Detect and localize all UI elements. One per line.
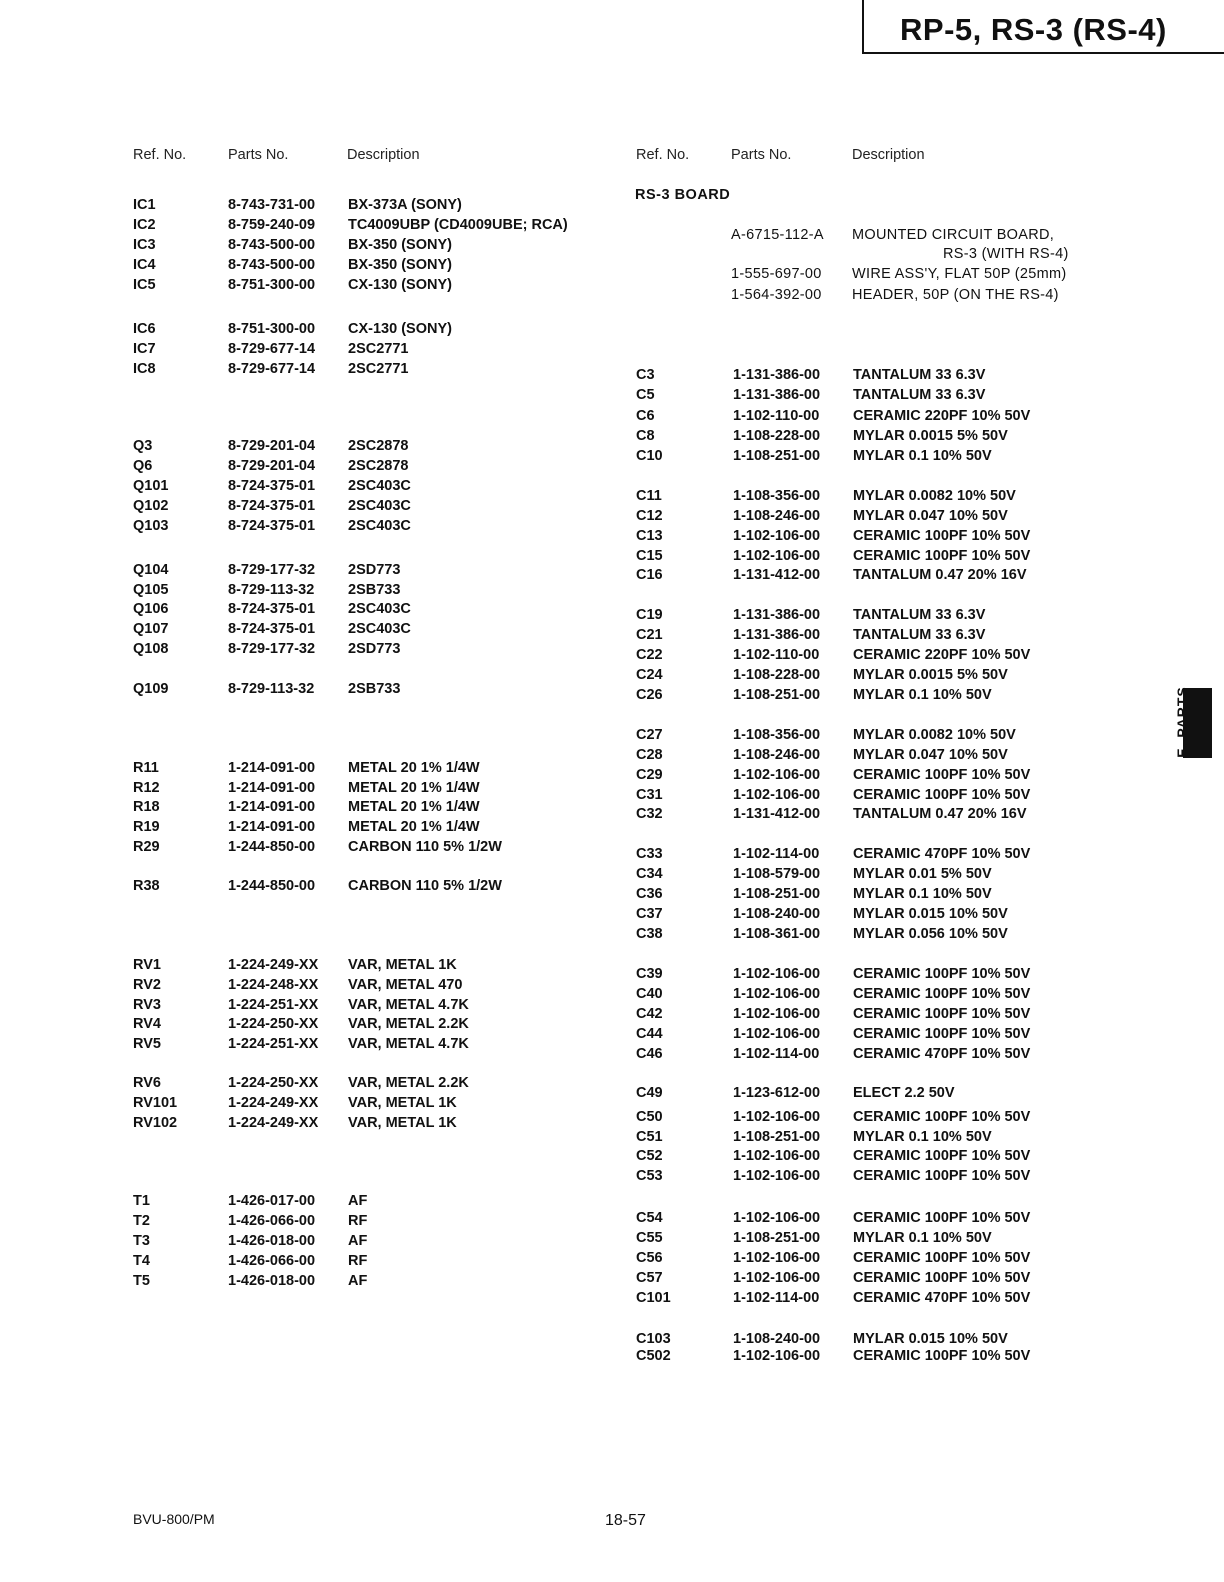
cell-ref: C15 (636, 548, 663, 564)
cell-desc: CARBON 110 5% 1/2W (348, 878, 502, 894)
cell-ref: IC5 (133, 277, 156, 293)
cell-ref: C29 (636, 767, 663, 783)
cell-part: 8-724-375-01 (228, 498, 316, 514)
cell-part: 1-224-250-XX (228, 1016, 319, 1032)
cell-part: 1-108-228-00 (733, 667, 821, 683)
cell-desc: AF (348, 1273, 368, 1289)
cell-part: 1-131-412-00 (733, 806, 821, 822)
cell-desc: VAR, METAL 470 (348, 977, 463, 993)
cell-desc: MYLAR 0.015 10% 50V (853, 1331, 1008, 1347)
cell-part: 1-102-106-00 (733, 1348, 821, 1364)
cell-desc: WIRE ASS'Y, FLAT 50P (25mm) (852, 266, 1067, 282)
cell-ref: C19 (636, 607, 663, 623)
cell-ref: C12 (636, 508, 663, 524)
right-header-part: Parts No. (731, 147, 792, 163)
cell-desc: 2SB733 (348, 582, 401, 598)
cell-ref: Q3 (133, 438, 153, 454)
cell-desc: 2SC403C (348, 498, 411, 514)
cell-desc: CARBON 110 5% 1/2W (348, 839, 502, 855)
cell-part: 1-564-392-00 (731, 287, 822, 303)
cell-desc: METAL 20 1% 1/4W (348, 799, 480, 815)
cell-desc: TANTALUM 33 6.3V (853, 627, 986, 643)
footer-page-number: 18-57 (605, 1512, 646, 1529)
cell-ref: C101 (636, 1290, 671, 1306)
cell-ref: Q6 (133, 458, 153, 474)
cell-part: 1-244-850-00 (228, 839, 316, 855)
cell-desc: MYLAR 0.1 10% 50V (853, 687, 992, 703)
cell-part: 1-214-091-00 (228, 799, 316, 815)
cell-part: 8-751-300-00 (228, 321, 316, 337)
cell-ref: RV1 (133, 957, 161, 973)
cell-part: 1-426-018-00 (228, 1273, 316, 1289)
cell-desc: TANTALUM 33 6.3V (853, 387, 986, 403)
cell-desc: CERAMIC 220PF 10% 50V (853, 647, 1031, 663)
cell-part: 8-751-300-00 (228, 277, 316, 293)
cell-desc: CERAMIC 100PF 10% 50V (853, 1250, 1031, 1266)
cell-desc: MYLAR 0.056 10% 50V (853, 926, 1008, 942)
cell-ref: IC3 (133, 237, 156, 253)
cell-ref: RV2 (133, 977, 161, 993)
cell-part: 1-555-697-00 (731, 266, 822, 282)
cell-desc: 2SC403C (348, 518, 411, 534)
rs3-board-section-title: RS-3 BOARD (635, 187, 731, 203)
cell-part: 1-108-356-00 (733, 488, 821, 504)
cell-ref: C38 (636, 926, 663, 942)
left-header-ref: Ref. No. (133, 147, 187, 163)
cell-desc: CERAMIC 100PF 10% 50V (853, 1026, 1031, 1042)
cell-part: 1-108-579-00 (733, 866, 821, 882)
cell-ref: C10 (636, 448, 663, 464)
cell-part: 1-102-106-00 (733, 1026, 821, 1042)
cell-part: 1-102-114-00 (733, 846, 820, 862)
cell-desc: 2SC403C (348, 478, 411, 494)
cell-desc: CERAMIC 100PF 10% 50V (853, 1109, 1031, 1125)
cell-desc: 2SC2771 (348, 341, 409, 357)
cell-desc: MYLAR 0.0015 5% 50V (853, 667, 1008, 683)
cell-part: 1-224-251-XX (228, 997, 319, 1013)
cell-desc: MYLAR 0.0082 10% 50V (853, 727, 1016, 743)
cell-ref: IC7 (133, 341, 156, 357)
cell-ref: C36 (636, 886, 663, 902)
cell-desc: VAR, METAL 1K (348, 1095, 457, 1111)
cell-desc: TC4009UBP (CD4009UBE; RCA) (348, 217, 568, 233)
cell-part: 1-108-240-00 (733, 906, 821, 922)
cell-ref: Q107 (133, 621, 169, 637)
cell-desc: VAR, METAL 2.2K (348, 1016, 469, 1032)
cell-ref: Q101 (133, 478, 169, 494)
cell-desc: CX-130 (SONY) (348, 321, 452, 337)
cell-part: 1-108-246-00 (733, 747, 821, 763)
cell-part: 8-729-677-14 (228, 341, 316, 357)
cell-part: 8-729-113-32 (228, 681, 315, 697)
cell-part: 8-724-375-01 (228, 601, 316, 617)
cell-desc: CERAMIC 100PF 10% 50V (853, 1348, 1031, 1364)
cell-desc: ELECT 2.2 50V (853, 1085, 955, 1101)
cell-part: 1-214-091-00 (228, 760, 316, 776)
left-header-desc: Description (347, 147, 420, 163)
cell-desc: HEADER, 50P (ON THE RS-4) (852, 287, 1059, 303)
cell-part: 1-102-110-00 (733, 408, 820, 424)
cell-ref: RV102 (133, 1115, 178, 1131)
cell-desc: CX-130 (SONY) (348, 277, 452, 293)
cell-ref: C27 (636, 727, 663, 743)
cell-ref: C34 (636, 866, 663, 882)
cell-desc: CERAMIC 100PF 10% 50V (853, 966, 1031, 982)
cell-part: 1-102-114-00 (733, 1046, 820, 1062)
cell-ref: RV3 (133, 997, 161, 1013)
left-header-part: Parts No. (228, 147, 289, 163)
cell-part: 1-108-251-00 (733, 1230, 821, 1246)
cell-part: 8-759-240-09 (228, 217, 316, 233)
right-header-desc: Description (852, 147, 925, 163)
cell-ref: C51 (636, 1129, 663, 1145)
cell-part: 1-224-249-XX (228, 1095, 319, 1111)
cell-ref: C6 (636, 408, 655, 424)
cell-desc: MOUNTED CIRCUIT BOARD, (852, 227, 1055, 243)
cell-ref: Q109 (133, 681, 169, 697)
cell-part: 1-108-356-00 (733, 727, 821, 743)
cell-desc: VAR, METAL 1K (348, 1115, 457, 1131)
cell-part: 1-108-251-00 (733, 886, 821, 902)
cell-desc: MYLAR 0.0015 5% 50V (853, 428, 1008, 444)
cell-part: 1-108-251-00 (733, 687, 821, 703)
cell-ref: IC2 (133, 217, 156, 233)
cell-ref: C44 (636, 1026, 663, 1042)
cell-ref: Q105 (133, 582, 169, 598)
cell-part: 1-102-106-00 (733, 1270, 821, 1286)
cell-desc: VAR, METAL 2.2K (348, 1075, 469, 1091)
cell-part: 1-108-251-00 (733, 1129, 821, 1145)
cell-desc: 2SC2878 (348, 438, 409, 454)
cell-desc: TANTALUM 33 6.3V (853, 607, 986, 623)
cell-desc: AF (348, 1193, 368, 1209)
cell-desc: MYLAR 0.1 10% 50V (853, 886, 992, 902)
cell-ref: C37 (636, 906, 663, 922)
footer-model: BVU-800/PM (133, 1511, 215, 1527)
cell-desc: 2SC2771 (348, 361, 409, 377)
cell-ref: RV4 (133, 1016, 161, 1032)
cell-desc: 2SC403C (348, 621, 411, 637)
right-header-ref: Ref. No. (636, 147, 690, 163)
cell-part: 1-108-251-00 (733, 448, 821, 464)
cell-desc: CERAMIC 220PF 10% 50V (853, 408, 1031, 424)
cell-ref: C103 (636, 1331, 671, 1347)
cell-ref: C50 (636, 1109, 663, 1125)
cell-ref: C11 (636, 488, 662, 504)
cell-desc: CERAMIC 100PF 10% 50V (853, 548, 1031, 564)
cell-desc: BX-350 (SONY) (348, 237, 452, 253)
cell-part: 8-743-731-00 (228, 197, 316, 213)
cell-ref: C28 (636, 747, 663, 763)
cell-part: 1-244-850-00 (228, 878, 316, 894)
cell-part: 1-131-386-00 (733, 607, 821, 623)
cell-part: 8-724-375-01 (228, 518, 316, 534)
cell-part: 8-724-375-01 (228, 621, 316, 637)
cell-part: 1-131-412-00 (733, 567, 821, 583)
cell-desc: RF (348, 1213, 368, 1229)
cell-ref: C3 (636, 367, 655, 383)
cell-desc: MYLAR 0.1 10% 50V (853, 448, 992, 464)
cell-part: 1-214-091-00 (228, 819, 316, 835)
cell-part: 1-108-228-00 (733, 428, 821, 444)
cell-part: 1-214-091-00 (228, 780, 316, 796)
cell-desc: BX-350 (SONY) (348, 257, 452, 273)
cell-desc: METAL 20 1% 1/4W (348, 760, 480, 776)
cell-desc: AF (348, 1233, 368, 1249)
cell-desc: 2SC2878 (348, 458, 409, 474)
cell-part: 1-102-106-00 (733, 966, 821, 982)
cell-part: 1-102-106-00 (733, 1250, 821, 1266)
cell-ref: R18 (133, 799, 160, 815)
cell-part: 1-108-240-00 (733, 1331, 821, 1347)
cell-desc: BX-373A (SONY) (348, 197, 462, 213)
cell-desc: MYLAR 0.015 10% 50V (853, 906, 1008, 922)
cell-ref: IC8 (133, 361, 156, 377)
cell-desc: CERAMIC 100PF 10% 50V (853, 986, 1031, 1002)
cell-desc: 2SD773 (348, 562, 401, 578)
cell-part: 1-102-106-00 (733, 986, 821, 1002)
cell-desc: TANTALUM 0.47 20% 16V (853, 567, 1027, 583)
cell-desc: CERAMIC 100PF 10% 50V (853, 787, 1031, 803)
cell-part: 8-729-201-04 (228, 458, 316, 474)
cell-ref: IC1 (133, 197, 156, 213)
cell-ref: C57 (636, 1270, 663, 1286)
cell-ref: T3 (133, 1233, 150, 1249)
cell-ref: C53 (636, 1168, 663, 1184)
cell-desc: MYLAR 0.01 5% 50V (853, 866, 992, 882)
cell-desc: TANTALUM 33 6.3V (853, 367, 986, 383)
cell-part: 1-102-106-00 (733, 1148, 821, 1164)
cell-part: 8-743-500-00 (228, 237, 316, 253)
cell-ref: R38 (133, 878, 160, 894)
cell-desc: CERAMIC 100PF 10% 50V (853, 1168, 1031, 1184)
cell-part: 1-102-106-00 (733, 1168, 821, 1184)
cell-ref: T4 (133, 1253, 150, 1269)
cell-part: 1-102-106-00 (733, 787, 821, 803)
cell-desc: VAR, METAL 4.7K (348, 997, 469, 1013)
cell-desc: 2SC403C (348, 601, 411, 617)
cell-ref: C54 (636, 1210, 663, 1226)
cell-part: 1-131-386-00 (733, 627, 821, 643)
cell-ref: T2 (133, 1213, 150, 1229)
cell-desc: MYLAR 0.047 10% 50V (853, 747, 1008, 763)
cell-ref: R29 (133, 839, 160, 855)
cell-ref: Q106 (133, 601, 169, 617)
cell-part: 1-224-249-XX (228, 957, 319, 973)
cell-ref: C55 (636, 1230, 663, 1246)
cell-desc: CERAMIC 100PF 10% 50V (853, 528, 1031, 544)
cell-desc: CERAMIC 100PF 10% 50V (853, 1148, 1031, 1164)
cell-desc: CERAMIC 470PF 10% 50V (853, 1046, 1031, 1062)
cell-part: 1-102-106-00 (733, 1210, 821, 1226)
cell-part: 1-224-250-XX (228, 1075, 319, 1091)
cell-ref: C42 (636, 1006, 663, 1022)
cell-ref: RV6 (133, 1075, 161, 1091)
cell-ref: RV101 (133, 1095, 178, 1111)
cell-ref: C39 (636, 966, 663, 982)
cell-part: 1-102-106-00 (733, 528, 821, 544)
cell-part: 8-724-375-01 (228, 478, 316, 494)
cell-part: 1-426-017-00 (228, 1193, 316, 1209)
cell-part: 1-108-246-00 (733, 508, 821, 524)
cell-ref: C46 (636, 1046, 663, 1062)
cell-desc: MYLAR 0.0082 10% 50V (853, 488, 1016, 504)
cell-desc: RS-3 (WITH RS-4) (943, 246, 1069, 262)
cell-part: 1-224-249-XX (228, 1115, 319, 1131)
cell-part: 1-102-110-00 (733, 647, 820, 663)
cell-part: 1-102-106-00 (733, 1006, 821, 1022)
cell-desc: 2SD773 (348, 641, 401, 657)
cell-ref: C22 (636, 647, 663, 663)
cell-desc: CERAMIC 100PF 10% 50V (853, 767, 1031, 783)
cell-ref: C49 (636, 1085, 663, 1101)
cell-ref: C21 (636, 627, 663, 643)
cell-part: 1-102-106-00 (733, 1109, 821, 1125)
cell-ref: C24 (636, 667, 663, 683)
cell-desc: METAL 20 1% 1/4W (348, 819, 480, 835)
cell-ref: IC4 (133, 257, 156, 273)
cell-part: 1-123-612-00 (733, 1085, 821, 1101)
cell-desc: CERAMIC 100PF 10% 50V (853, 1210, 1031, 1226)
cell-ref: C5 (636, 387, 655, 403)
cell-part: 8-729-177-32 (228, 641, 316, 657)
cell-part: A-6715-112-A (731, 227, 824, 243)
cell-part: 1-426-018-00 (228, 1233, 316, 1249)
cell-ref: C56 (636, 1250, 663, 1266)
cell-part: 1-224-248-XX (228, 977, 319, 993)
cell-ref: Q102 (133, 498, 169, 514)
cell-part: 8-729-201-04 (228, 438, 316, 454)
cell-part: 8-743-500-00 (228, 257, 316, 273)
cell-ref: C40 (636, 986, 663, 1002)
cell-part: 1-224-251-XX (228, 1036, 319, 1052)
page-title: RP-5, RS-3 (RS-4) (900, 12, 1167, 47)
cell-desc: MYLAR 0.1 10% 50V (853, 1129, 992, 1145)
cell-part: 8-729-113-32 (228, 582, 315, 598)
cell-desc: METAL 20 1% 1/4W (348, 780, 480, 796)
cell-ref: Q108 (133, 641, 169, 657)
cell-ref: C52 (636, 1148, 663, 1164)
cell-ref: C8 (636, 428, 655, 444)
cell-desc: MYLAR 0.047 10% 50V (853, 508, 1008, 524)
cell-ref: C26 (636, 687, 663, 703)
cell-part: 1-426-066-00 (228, 1213, 316, 1229)
cell-ref: R19 (133, 819, 160, 835)
cell-ref: T5 (133, 1273, 150, 1289)
cell-part: 1-108-361-00 (733, 926, 821, 942)
cell-desc: RF (348, 1253, 368, 1269)
cell-ref: C32 (636, 806, 663, 822)
cell-desc: CERAMIC 470PF 10% 50V (853, 1290, 1031, 1306)
cell-desc: CERAMIC 100PF 10% 50V (853, 1006, 1031, 1022)
cell-part: 8-729-177-32 (228, 562, 316, 578)
cell-part: 8-729-677-14 (228, 361, 316, 377)
cell-ref: C31 (636, 787, 663, 803)
cell-ref: R12 (133, 780, 160, 796)
cell-ref: C502 (636, 1348, 671, 1364)
cell-ref: C16 (636, 567, 663, 583)
section-tab-label: E. PARTS (1173, 686, 1190, 758)
cell-part: 1-102-106-00 (733, 548, 821, 564)
cell-ref: T1 (133, 1193, 150, 1209)
cell-part: 1-426-066-00 (228, 1253, 316, 1269)
cell-ref: C13 (636, 528, 663, 544)
cell-ref: Q103 (133, 518, 169, 534)
cell-ref: RV5 (133, 1036, 161, 1052)
cell-desc: MYLAR 0.1 10% 50V (853, 1230, 992, 1246)
cell-part: 1-131-386-00 (733, 387, 821, 403)
cell-desc: TANTALUM 0.47 20% 16V (853, 806, 1027, 822)
cell-part: 1-102-114-00 (733, 1290, 820, 1306)
cell-part: 1-102-106-00 (733, 767, 821, 783)
cell-ref: R11 (133, 760, 159, 776)
cell-ref: C33 (636, 846, 663, 862)
cell-part: 1-131-386-00 (733, 367, 821, 383)
cell-desc: CERAMIC 100PF 10% 50V (853, 1270, 1031, 1286)
cell-ref: IC6 (133, 321, 156, 337)
cell-desc: VAR, METAL 1K (348, 957, 457, 973)
cell-desc: 2SB733 (348, 681, 401, 697)
cell-ref: Q104 (133, 562, 169, 578)
cell-desc: CERAMIC 470PF 10% 50V (853, 846, 1031, 862)
cell-desc: VAR, METAL 4.7K (348, 1036, 469, 1052)
